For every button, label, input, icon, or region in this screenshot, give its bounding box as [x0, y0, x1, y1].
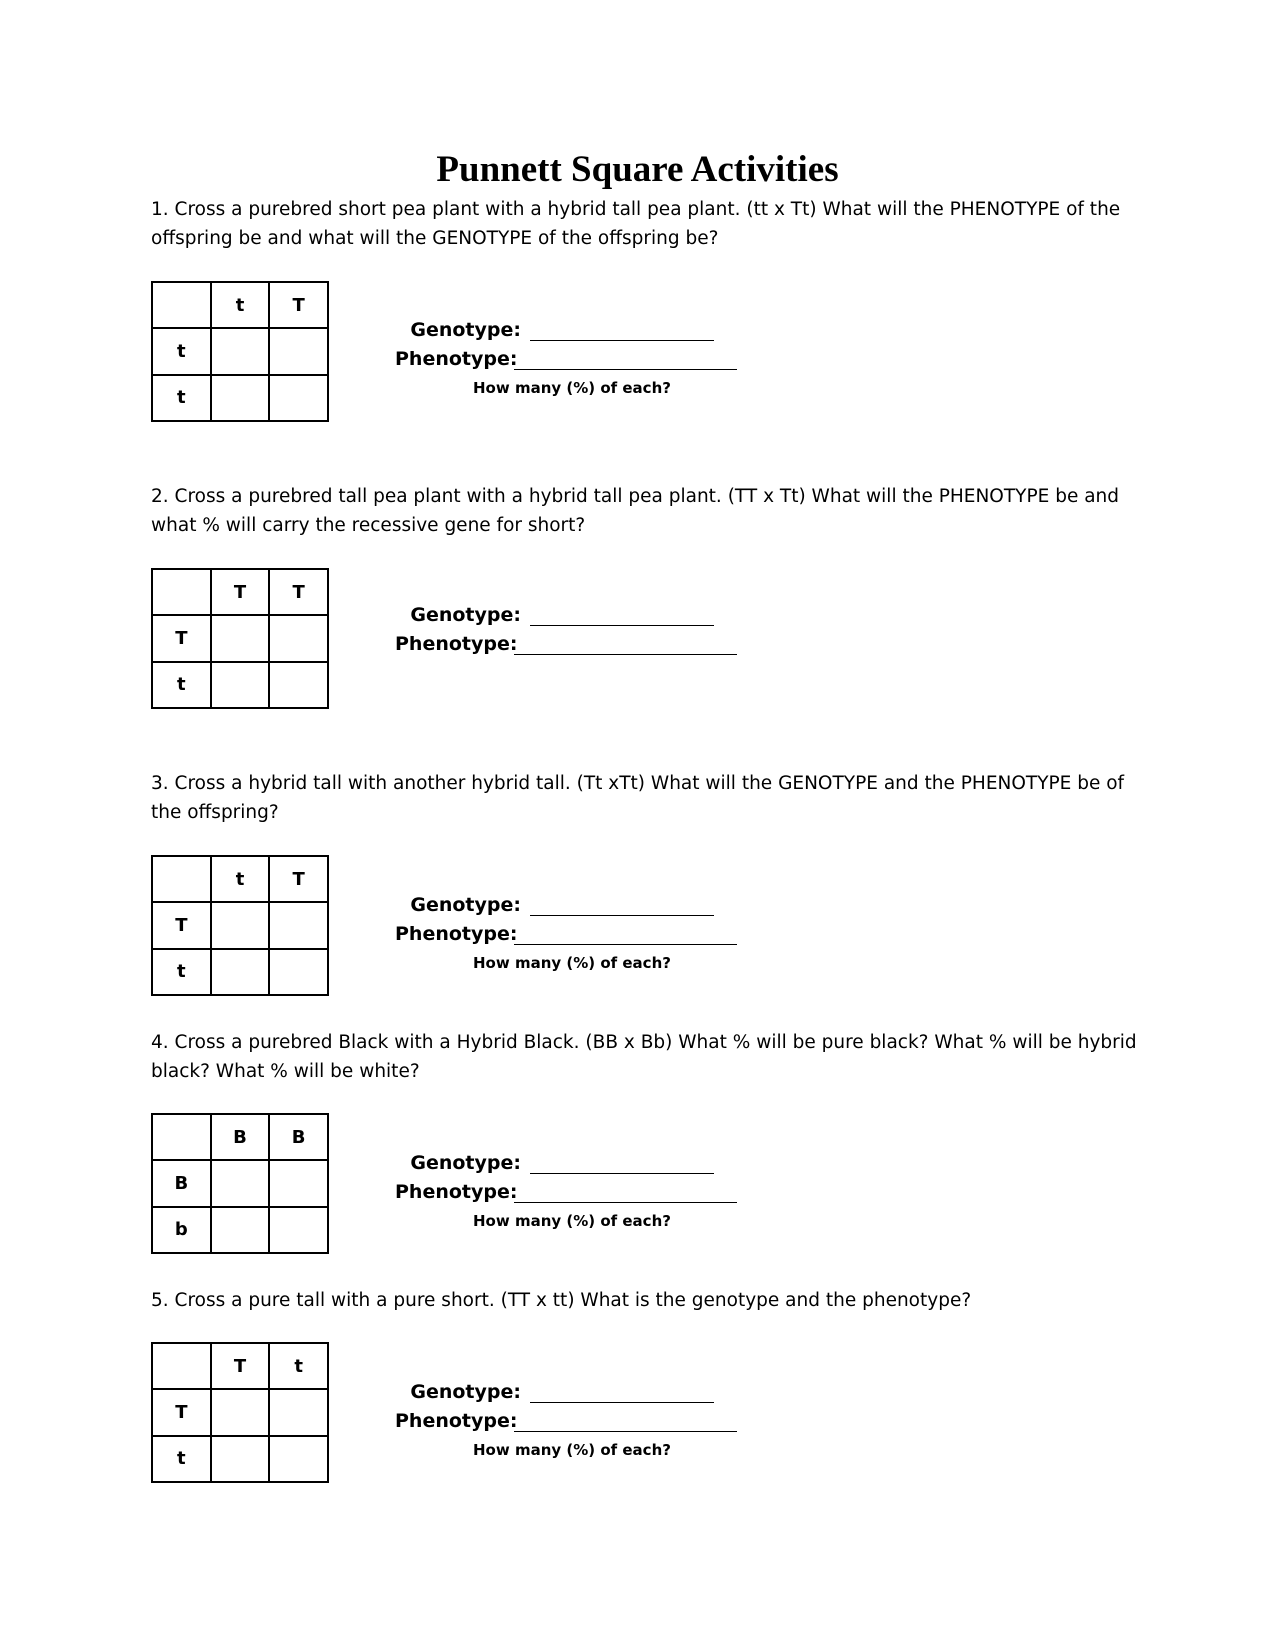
top-allele-2: T [270, 283, 329, 329]
phenotype-label: Phenotype: [395, 633, 518, 655]
side-allele-2: t [153, 1437, 212, 1483]
genotype-label: Genotype: [410, 319, 521, 341]
punnett-square-3 [151, 855, 329, 996]
side-allele-2: b [153, 1208, 212, 1254]
corner-cell [153, 283, 212, 329]
offspring-cell[interactable] [212, 376, 271, 422]
side-allele-1: T [153, 903, 212, 949]
offspring-cell[interactable] [270, 1390, 329, 1436]
genotype-answer-line[interactable] [530, 625, 714, 626]
offspring-cell[interactable] [212, 1208, 271, 1254]
genotype-answer-line[interactable] [530, 915, 714, 916]
top-allele-2: t [270, 1344, 329, 1390]
phenotype-label: Phenotype: [395, 348, 518, 370]
punnett-square-2 [151, 568, 329, 709]
question-2-text: 2. Cross a purebred tall pea plant with a hybrid tall pea plant. (TT x Tt) What will the PHENOTYPE be and what % will carry the recessive gene for short? [151, 486, 1120, 536]
punnett-square-5 [151, 1342, 329, 1483]
how-many-note: How many (%) of each? [473, 954, 671, 972]
punnett-square-1 [151, 281, 329, 422]
top-allele-1: T [212, 570, 271, 616]
corner-cell [153, 1344, 212, 1390]
answer-block-1 [395, 318, 755, 408]
phenotype-answer-line[interactable] [514, 654, 737, 655]
corner-cell [153, 857, 212, 903]
genotype-label: Genotype: [410, 604, 521, 626]
genotype-answer-line[interactable] [530, 1402, 714, 1403]
genotype-label: Genotype: [410, 1381, 521, 1403]
top-allele-2: B [270, 1115, 329, 1161]
question-4-text: 4. Cross a purebred Black with a Hybrid Black. (BB x Bb) What % will be pure black? What % will be hybrid black? What % will be white? [151, 1032, 1137, 1082]
question-5-text: 5. Cross a pure tall with a pure short. (TT x tt) What is the genotype and the phenotype? [151, 1290, 972, 1311]
offspring-cell[interactable] [212, 950, 271, 996]
offspring-cell[interactable] [270, 903, 329, 949]
offspring-cell[interactable] [270, 616, 329, 662]
genotype-label: Genotype: [410, 894, 521, 916]
offspring-cell[interactable] [212, 329, 271, 375]
offspring-cell[interactable] [270, 376, 329, 422]
corner-cell [153, 570, 212, 616]
side-allele-1: B [153, 1161, 212, 1207]
corner-cell [153, 1115, 212, 1161]
offspring-cell[interactable] [270, 329, 329, 375]
offspring-cell[interactable] [212, 903, 271, 949]
punnett-square-4 [151, 1113, 329, 1254]
phenotype-answer-line[interactable] [514, 369, 737, 370]
offspring-cell[interactable] [270, 1161, 329, 1207]
top-allele-2: T [270, 570, 329, 616]
phenotype-answer-line[interactable] [514, 944, 737, 945]
offspring-cell[interactable] [212, 616, 271, 662]
side-allele-2: t [153, 663, 212, 709]
top-allele-1: T [212, 1344, 271, 1390]
offspring-cell[interactable] [270, 1208, 329, 1254]
top-allele-2: T [270, 857, 329, 903]
top-allele-1: B [212, 1115, 271, 1161]
how-many-note: How many (%) of each? [473, 1212, 671, 1230]
question-1-text: 1. Cross a purebred short pea plant with a hybrid tall pea plant. (tt x Tt) What will the PHENOTYPE of the offspring be and what will the GENOTYPE of the offspring be? [151, 199, 1121, 249]
offspring-cell[interactable] [212, 1437, 271, 1483]
genotype-answer-line[interactable] [530, 340, 714, 341]
side-allele-1: T [153, 616, 212, 662]
side-allele-2: t [153, 376, 212, 422]
offspring-cell[interactable] [212, 1161, 271, 1207]
phenotype-answer-line[interactable] [514, 1431, 737, 1432]
phenotype-label: Phenotype: [395, 1181, 518, 1203]
offspring-cell[interactable] [270, 663, 329, 709]
question-3-text: 3. Cross a hybrid tall with another hybrid tall. (Tt xTt) What will the GENOTYPE and the PHENOTYPE be of the offspring? [151, 773, 1125, 823]
side-allele-1: T [153, 1390, 212, 1436]
offspring-cell[interactable] [212, 1390, 271, 1436]
how-many-note: How many (%) of each? [473, 379, 671, 397]
page-title: Punnett Square Activities [436, 149, 839, 190]
answer-block-3 [395, 893, 755, 983]
offspring-cell[interactable] [212, 663, 271, 709]
genotype-answer-line[interactable] [530, 1173, 714, 1174]
side-allele-1: t [153, 329, 212, 375]
top-allele-1: t [212, 857, 271, 903]
phenotype-label: Phenotype: [395, 923, 518, 945]
phenotype-answer-line[interactable] [514, 1202, 737, 1203]
answer-block-4 [395, 1151, 755, 1241]
answer-block-5 [395, 1380, 755, 1470]
how-many-note: How many (%) of each? [473, 1441, 671, 1459]
top-allele-1: t [212, 283, 271, 329]
offspring-cell[interactable] [270, 950, 329, 996]
genotype-label: Genotype: [410, 1152, 521, 1174]
side-allele-2: t [153, 950, 212, 996]
phenotype-label: Phenotype: [395, 1410, 518, 1432]
offspring-cell[interactable] [270, 1437, 329, 1483]
answer-block-2 [395, 603, 755, 693]
